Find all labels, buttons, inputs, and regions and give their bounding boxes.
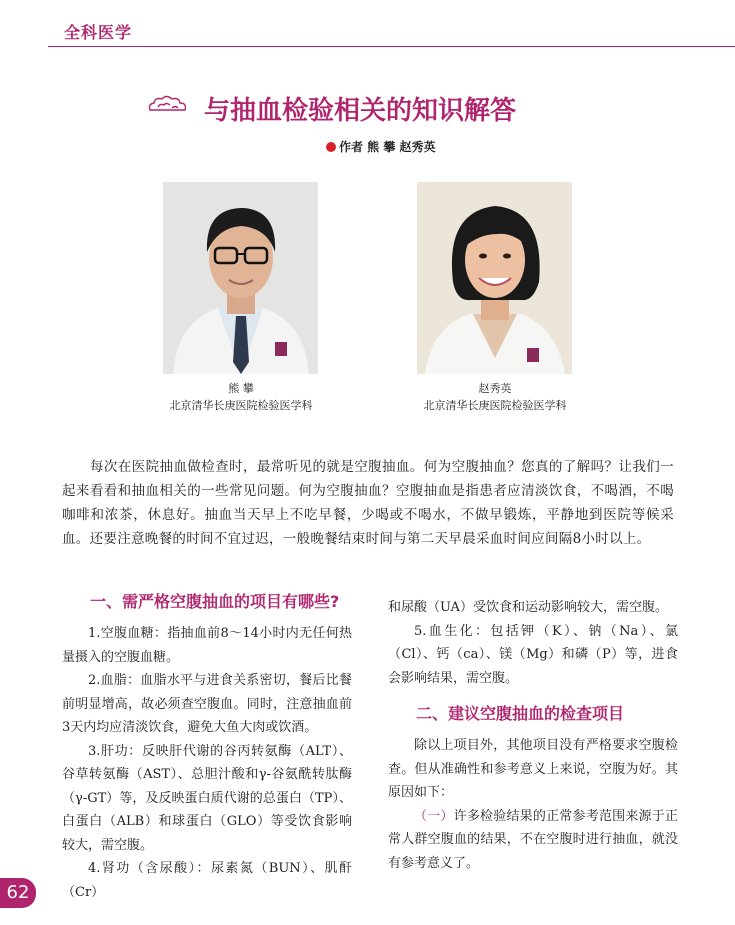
list-item: 5.血生化：包括钾（K）、钠（Na）、氯（Cl）、钙（ca）、镁（Mg）和磷（P）等，进食会影响结果，需空腹。 bbox=[388, 623, 678, 686]
left-column bbox=[62, 590, 352, 904]
author-name: 赵秀英 bbox=[478, 382, 512, 395]
page-number: 62 bbox=[0, 878, 36, 908]
point-label: （一） bbox=[414, 808, 454, 824]
list-item-continued: 和尿酸（UA）受饮食和运动影响较大，需空腹。 bbox=[388, 600, 668, 615]
author-photo-xiong bbox=[163, 182, 318, 374]
article-title: 与抽血检验相关的知识解答 bbox=[204, 96, 517, 126]
author-photo-zhao bbox=[417, 182, 572, 374]
list-item: 2.血脂：血脂水平与进食关系密切，餐后比餐前明显增高，故必须查空腹血。同时，注意抽血前3天内均应清淡饮食，避免大鱼大肉或饮酒。 bbox=[62, 673, 352, 735]
list-item: 4.肾功（含尿酸）：尿素氮（BUN）、肌酐（Cr） bbox=[62, 861, 352, 900]
byline bbox=[326, 138, 436, 155]
byline-text: 作者 熊 攀 赵秀英 bbox=[339, 140, 436, 154]
right-column bbox=[388, 596, 678, 875]
section-heading: 一、需严格空腹抽血的项目有哪些? bbox=[90, 592, 340, 611]
list-item: 3.肝功：反映肝代谢的谷丙转氨酶（ALT）、谷草转氨酶（AST）、总胆汁酸和γ-谷氨酰转肽酶（γ-GT）等，及反映蛋白质代谢的总蛋白（TP）、白蛋白（ALB）和球蛋白（GLO）等受饮食影响较大，需空腹。 bbox=[62, 743, 352, 853]
pen-icon bbox=[326, 142, 336, 152]
section-heading: 二、建议空腹抽血的检查项目 bbox=[416, 704, 625, 723]
author-name: 熊 攀 bbox=[228, 382, 254, 395]
section-paragraph: 除以上项目外，其他项目没有严格要求空腹检查。但从准确性和参考意义上来说，空腹为好。其原因如下： bbox=[388, 738, 678, 800]
list-item: 1.空腹血糖：指抽血前8～14小时内无任何热量摄入的空腹血糖。 bbox=[62, 626, 352, 665]
section-label: 全科医学 bbox=[64, 23, 133, 42]
intro-paragraph: 每次在医院抽血做检查时，最常听见的就是空腹抽血。何为空腹抽血？您真的了解吗？让我们一起来看看和抽血相关的一些常见问题。何为空腹抽血？空腹抽血是指患者应清淡饮食，不喝酒，不喝咖啡和浓茶，休息好。抽血当天早上不吃早餐，少喝或不喝水，不做早锻炼，平静地到医院等候采血。还要注意晚餐的时间不宜过迟，一般晚餐结束时间与第二天早晨采血时间应间隔8小时以上。 bbox=[62, 459, 674, 547]
point-text: 许多检验结果的正常参考范围来源于正常人群空腹血的结果，不在空腹时进行抽血，就没有参考意义了。 bbox=[388, 808, 678, 871]
cloud-ornament-icon bbox=[146, 94, 190, 116]
author-affiliation: 北京清华长庚医院检验医学科 bbox=[169, 399, 313, 412]
header-divider bbox=[48, 46, 735, 47]
numbered-point bbox=[388, 805, 678, 876]
author-affiliation: 北京清华长庚医院检验医学科 bbox=[423, 399, 567, 412]
author-caption-zhao bbox=[395, 380, 595, 414]
author-caption-xiong bbox=[141, 380, 341, 414]
